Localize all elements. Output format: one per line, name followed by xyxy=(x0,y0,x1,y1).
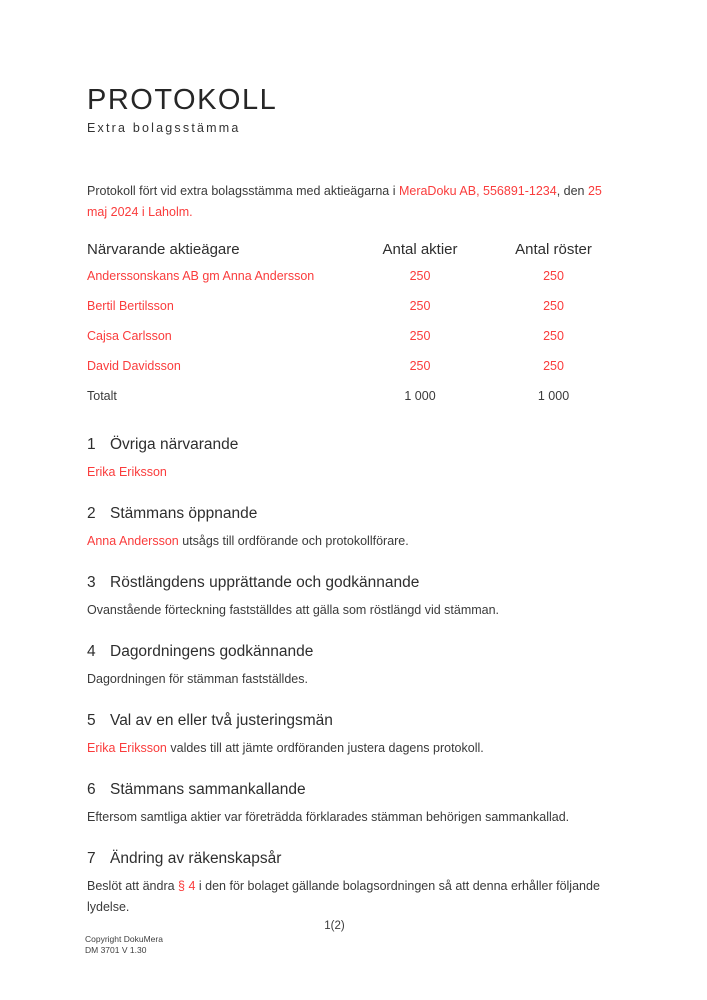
highlight-text: MeraDoku AB, 556891-1234 xyxy=(398,184,557,198)
highlight-text: Erika Eriksson xyxy=(87,465,167,479)
highlight-text: Erika Eriksson xyxy=(87,741,167,755)
plain-text: Protokoll fört vid extra bolagsstämma med aktieägarna i xyxy=(87,184,399,198)
attendee-shares: 250 xyxy=(409,299,431,313)
attendee-votes: 250 xyxy=(543,329,564,343)
highlight-text: Anna Andersson xyxy=(87,534,179,548)
copyright-block xyxy=(85,934,163,956)
section-title: Ändring av räkenskapsår xyxy=(110,850,282,867)
section-number: 4 xyxy=(87,643,96,660)
section-heading xyxy=(87,779,620,801)
section-title: Dagordningens godkännande xyxy=(110,643,314,660)
section-body xyxy=(87,738,620,759)
section-body xyxy=(87,531,620,552)
plain-text: i den för bolaget gällande bolagsordningen så att denna erhåller följande lydelse. xyxy=(87,879,600,914)
document-content xyxy=(0,84,707,918)
plain-text: Ovanstående förteckning fastställdes att gälla som röstlängd vid stämman. xyxy=(87,603,500,617)
section-body xyxy=(87,807,620,828)
attendees-table xyxy=(87,237,620,411)
section-number: 2 xyxy=(87,505,96,522)
attendee-name: Bertil Bertilsson xyxy=(87,299,174,313)
document-section xyxy=(87,848,620,918)
document-subtitle: Extra bolagsstämma xyxy=(87,121,241,135)
section-number: 7 xyxy=(87,850,96,867)
section-title: Stämmans öppnande xyxy=(110,505,258,522)
plain-text: Dagordningen för stämman fastställdes. xyxy=(87,672,308,686)
attendee-shares: 250 xyxy=(409,269,431,283)
document-section xyxy=(87,779,620,828)
plain-text: utsågs till ordförande och protokollförare. xyxy=(178,534,409,548)
document-title: PROTOKOLL xyxy=(87,84,278,116)
section-number: 1 xyxy=(87,436,96,453)
section-number: 6 xyxy=(87,781,96,798)
attendee-votes: 250 xyxy=(543,299,564,313)
attendee-shares: 250 xyxy=(409,359,431,373)
section-heading xyxy=(87,848,620,870)
highlight-text: 25 maj 2024 i Laholm. xyxy=(87,184,602,219)
plain-text: valdes till att jämte ordföranden justera dagens protokoll. xyxy=(166,741,484,755)
section-number: 3 xyxy=(87,574,96,591)
version-line: DM 3701 V 1.30 xyxy=(85,945,147,956)
plain-text: Eftersom samtliga aktier var företrädda förklarades stämman behörigen sammankallad. xyxy=(87,810,570,824)
section-heading xyxy=(87,434,620,456)
document-section xyxy=(87,572,620,621)
section-heading xyxy=(87,710,620,732)
table-row xyxy=(87,261,620,291)
section-body xyxy=(87,876,620,918)
plain-text: , den xyxy=(556,184,588,198)
attendee-shares: 250 xyxy=(409,329,431,343)
attendee-name: David Davidsson xyxy=(87,359,181,373)
section-body xyxy=(87,462,620,483)
table-row xyxy=(87,291,620,321)
attendee-name: Cajsa Carlsson xyxy=(87,329,172,343)
document-section xyxy=(87,503,620,552)
document-section xyxy=(87,710,620,759)
table-row xyxy=(87,321,620,351)
column-header-votes: Antal röster xyxy=(515,240,592,258)
section-title: Övriga närvarande xyxy=(110,436,239,453)
highlight-text: § 4 xyxy=(178,879,196,893)
page-number: 1(2) xyxy=(324,920,345,932)
section-heading xyxy=(87,572,620,594)
column-header-shares: Antal aktier xyxy=(382,240,458,258)
attendee-shares: 1 000 xyxy=(404,389,436,403)
attendee-votes: 1 000 xyxy=(537,389,570,403)
table-row xyxy=(87,381,620,411)
sections-container xyxy=(87,434,620,918)
section-heading xyxy=(87,503,620,525)
copyright-line: Copyright DokuMera xyxy=(85,934,163,944)
section-body xyxy=(87,669,620,690)
intro-paragraph xyxy=(87,181,620,223)
plain-text: Beslöt att ändra xyxy=(87,879,179,893)
section-title: Val av en eller två justeringsmän xyxy=(110,712,333,729)
table-header-row xyxy=(87,237,620,261)
section-body xyxy=(87,600,620,621)
attendee-name: Anderssonskans AB gm Anna Andersson xyxy=(87,269,315,283)
document-section xyxy=(87,434,620,483)
section-number: 5 xyxy=(87,712,96,729)
column-header-attendees: Närvarande aktieägare xyxy=(87,240,240,258)
attendee-name: Totalt xyxy=(87,389,117,403)
attendee-votes: 250 xyxy=(543,269,564,283)
document-section xyxy=(87,641,620,690)
table-row xyxy=(87,351,620,381)
attendee-votes: 250 xyxy=(543,359,564,373)
section-heading xyxy=(87,641,620,663)
section-title: Röstlängdens upprättande och godkännande xyxy=(110,574,420,591)
section-title: Stämmans sammankallande xyxy=(110,781,306,798)
